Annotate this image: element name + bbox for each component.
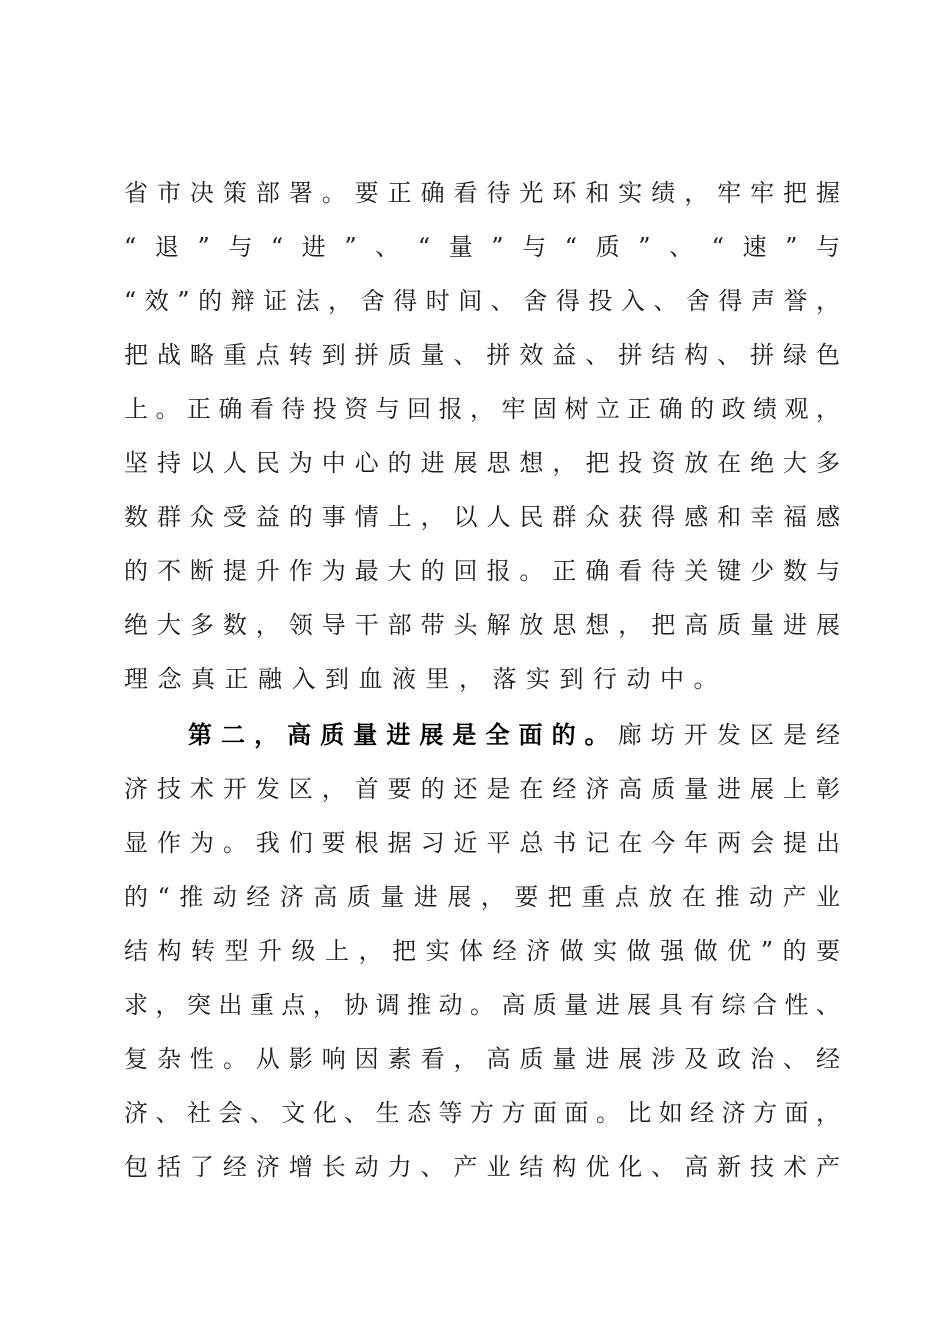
text-line: 坚持以人民为中心的进展思想，把投资放在绝大多 [124, 449, 840, 477]
text-line: 理念真正融入到血液里，落实到行动中。 [124, 665, 727, 693]
text-line: 结构转型升级上，把实体经济做实做强做优”的要 [124, 937, 840, 965]
text-line: 复杂性。从影响因素看，高质量进展涉及政治、经 [124, 1045, 840, 1073]
text-line: 的“推动经济高质量进展，要把重点放在推动产业 [124, 883, 840, 911]
text-line: 数群众受益的事情上，以人民群众获得感和幸福感 [124, 503, 840, 531]
text-line: 求，突出重点，协调推动。高质量进展具有综合性、 [124, 991, 840, 1019]
text-line: 济、社会、文化、生态等方方面面。比如经济方面， [124, 1099, 840, 1127]
text-line: 济技术开发区，首要的还是在经济高质量进展上彰 [124, 775, 840, 803]
paragraph-heading: 第二，高质量进展是全面的。 [188, 720, 618, 749]
paragraph-lead-line [124, 708, 840, 762]
text-line: 绝大多数，领导干部带头解放思想，把高质量进展 [124, 611, 840, 639]
paragraph-1 [124, 166, 840, 706]
text-line: 包括了经济增长动力、产业结构优化、高新技术产 [124, 1153, 840, 1181]
text-line: 省市决策部署。要正确看待光环和实绩，牢牢把握 [124, 179, 840, 207]
text-line: 上。正确看待投资与回报，牢固树立正确的政绩观， [124, 395, 840, 423]
text-line: “效”的辩证法，舍得时间、舍得投入、舍得声誉， [124, 287, 840, 315]
paragraph-lead-text: 廊坊开发区是经 [617, 721, 841, 749]
text-line: “退”与“进”、“量”与“质”、“速”与 [124, 233, 840, 261]
text-line: 显作为。我们要根据习近平总书记在今年两会提出 [124, 829, 840, 857]
text-line: 把战略重点转到拼质量、拼效益、拼结构、拼绿色 [124, 341, 840, 369]
text-line: 的不断提升作为最大的回报。正确看待关键少数与 [124, 557, 840, 585]
paragraph-2 [124, 708, 840, 1194]
